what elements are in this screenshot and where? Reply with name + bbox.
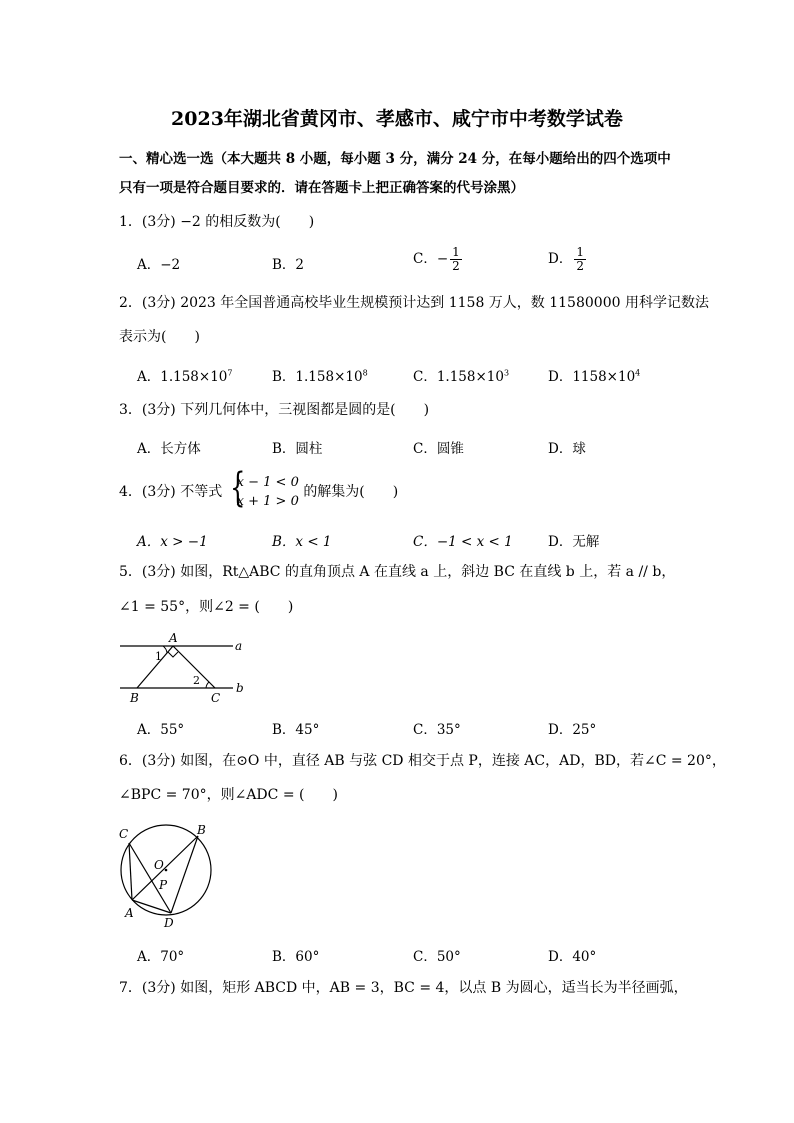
q1-option-c-prefix: C．− [413,251,449,267]
q6-stem-line2: ∠BPC = 70°，则∠ADC = ( ) [119,787,338,803]
q5-angle2-arc [206,682,209,688]
q6-center-point [165,869,168,872]
q5-option-a: A．55° [137,722,185,738]
q1-c-frac-den: 2 [452,259,460,273]
q3-option-a: A．长方体 [137,441,201,457]
q5-label-1: 1 [155,650,162,663]
q2-b-base: B．1.158×10 [272,369,363,385]
q4-inequality-system [227,473,299,511]
q5-option-d: D．25° [548,722,597,738]
q5-right-angle-mark [168,652,178,657]
q3-option-d: D．球 [548,441,586,457]
q2-a-exp: 7 [227,368,233,378]
q2-option-a [137,365,232,385]
q6-option-c: C．50° [413,949,461,965]
q3-stem: 3．(3分) 下列几何体中，三视图都是圆的是( ) [119,402,430,418]
q4-stem-pre: 4．(3分) 不等式 [119,484,223,500]
q6-option-d: D．40° [548,949,597,965]
q1-stem: 1．(3分) −2 的相反数为( ) [119,214,315,230]
q6-segment-bd [171,836,198,913]
q5-label-2: 2 [193,674,200,687]
q2-d-base: D．1158×10 [548,369,636,385]
q5-option-c: C．35° [413,722,461,738]
q6-label-O: O [154,858,164,872]
q2-a-base: A．1.158×10 [137,369,228,385]
q6-segment-ac [129,843,132,900]
q2-d-exp: 4 [635,368,641,378]
q6-option-b: B．60° [272,949,320,965]
q5-label-B: B [130,691,139,705]
q4-option-d: D．无解 [548,534,600,550]
q6-label-C: C [119,827,129,841]
q1-option-d [548,246,588,273]
q1-d-fraction [574,246,586,273]
q2-c-base: C．1.158×10 [413,369,504,385]
q5-stem-line1: 5．(3分) 如图，Rt△ABC 的直角顶点 A 在直线 a 上，斜边 BC 在直线 b 上，若 a // b， [119,564,676,580]
page-title: 2023年湖北省黄冈市、孝感市、咸宁市中考数学试卷 [171,108,623,130]
q6-figure [115,820,220,932]
q4-option-c: C．−1 < x < 1 [413,534,513,550]
q5-label-C: C [211,691,221,705]
q5-option-b: B．45° [272,722,320,738]
q2-c-exp: 3 [503,368,510,378]
q3-option-b: B．圆柱 [272,441,323,457]
q3-option-c: C．圆锥 [413,441,464,457]
q2-option-c [413,365,509,385]
q1-option-b: B．2 [272,257,305,273]
q4-option-a: A．x > −1 [137,534,208,550]
q5-label-a: a [235,639,243,653]
q1-option-c [413,246,464,273]
q5-label-b: b [236,681,244,695]
q6-label-B: B [197,823,206,837]
q5-figure [115,630,265,705]
q5-stem-line2: ∠1 = 55°，则∠2 = ( ) [119,599,294,615]
q2-stem-line2: 表示为( ) [119,329,200,345]
q2-b-exp: 8 [362,368,368,378]
q4-option-b: B．x < 1 [272,534,332,550]
section-heading-line2: 只有一项是符合题目要求的．请在答题卡上把正确答案的代号涂黑） [119,180,524,196]
q5-label-A: A [169,631,178,645]
q6-label-P: P [159,878,168,892]
q6-option-a: A．70° [137,949,185,965]
q1-d-frac-den: 2 [576,259,584,273]
q5-angle1-arc [163,646,167,653]
q6-label-A: A [125,906,134,920]
q2-stem-line1: 2．(3分) 2023 年全国普通高校毕业生规模预计达到 1158 万人，数 11580000 用科学记数法 [119,295,709,311]
q6-stem-line1: 6．(3分) 如图，在⊙O 中，直径 AB 与弦 CD 相交于点 P，连接 AC，AD，BD，若∠C = 20°， [119,753,726,769]
q2-option-d [548,365,640,385]
q4-stem-post: 的解集为( ) [303,484,399,500]
q1-option-d-prefix: D． [548,251,573,267]
q6-label-D: D [164,916,174,930]
q4-ineq-1: { x − 1 < 0 [236,475,299,490]
section-heading-line1: 一、精心选一选（本大题共 8 小题，每小题 3 分，满分 24 分，在每小题给出的四个选项中 [119,151,671,167]
q1-c-fraction [450,246,462,273]
q1-option-a: A．−2 [137,257,181,273]
q7-stem: 7．(3分) 如图，矩形 ABCD 中，AB = 3，BC = 4，以点 B 为圆心，适当长为半径画弧， [119,980,688,996]
q4-stem [119,473,398,511]
q1-c-frac-num: 1 [452,245,460,259]
q2-option-b [272,365,368,385]
q6-segment-ad [132,900,171,913]
q1-d-frac-num: 1 [576,245,584,259]
q4-ineq-2: x + 1 > 0 [236,494,299,509]
